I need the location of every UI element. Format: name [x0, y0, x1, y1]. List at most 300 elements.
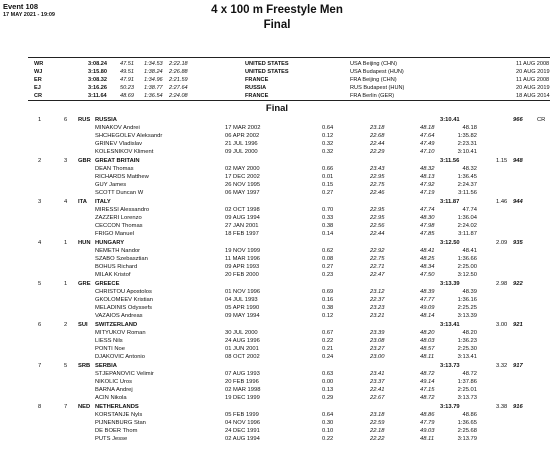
athlete-cumulative: 1:36.65: [457, 420, 477, 426]
athlete-split-50: 22.44: [370, 231, 385, 237]
team-lane: 1: [64, 240, 68, 246]
athlete-split-100: 48.34: [420, 264, 435, 270]
team-name: NETHERLANDS: [95, 404, 139, 410]
athlete-split-50: 22.68: [370, 133, 385, 139]
athlete-birthdate: 04 JUL 1993: [225, 297, 258, 303]
team-row: [0, 322, 554, 330]
athlete-split-50: 23.27: [370, 346, 385, 352]
record-date: 20 AUG 2019: [516, 85, 550, 91]
team-row: [0, 404, 554, 412]
athlete-name: LIESS Nils: [95, 338, 123, 344]
team-lane: 6: [64, 117, 68, 123]
athlete-reaction-time: 0.32: [322, 141, 334, 147]
athlete-split-50: 22.37: [370, 297, 385, 303]
athlete-reaction-time: 0.23: [322, 272, 334, 278]
athlete-reaction-time: 0.01: [322, 174, 334, 180]
athlete-split-50: 22.29: [370, 149, 385, 155]
athlete-birthdate: 02 OCT 1998: [225, 207, 260, 213]
record-team: UNITED STATES: [245, 69, 289, 75]
athlete-cumulative: 1:36.66: [457, 256, 477, 262]
team-name: RUSSIA: [95, 117, 117, 123]
records-table: [28, 57, 550, 101]
athlete-cumulative: 48.18: [462, 125, 477, 131]
record-code: CR: [34, 93, 43, 99]
record-row: [28, 85, 550, 93]
team-time: 3:10.41: [440, 117, 460, 123]
athlete-cumulative: 2:24.02: [457, 223, 477, 229]
athlete-cumulative: 48.20: [462, 330, 477, 336]
athlete-name: BARNA Andrej: [95, 387, 133, 393]
athlete-birthdate: 02 MAR 1998: [225, 387, 261, 393]
team-behind: 1.15: [496, 158, 508, 164]
athlete-birthdate: 17 MAR 2002: [225, 125, 261, 131]
team-points: 916: [513, 404, 523, 410]
athlete-name: MITYUKOV Roman: [95, 330, 146, 336]
athlete-birthdate: 01 NOV 1996: [225, 289, 261, 295]
athlete-row: [0, 231, 554, 239]
athlete-name: SCOTT Duncan W: [95, 190, 144, 196]
athlete-row: [0, 346, 554, 354]
athlete-split-50: 22.18: [370, 428, 385, 434]
athlete-row: [0, 149, 554, 157]
athlete-cumulative: 3:13.79: [457, 436, 477, 442]
athlete-split-50: 23.41: [370, 371, 385, 377]
athlete-split-100: 47.98: [420, 223, 435, 229]
record-place: RUS Budapest (HUN): [350, 85, 405, 91]
athlete-split-100: 47.85: [420, 231, 435, 237]
team-points: 917: [513, 363, 523, 369]
team-lane: 3: [64, 158, 68, 164]
record-split-50: 48.69: [120, 93, 134, 99]
record-split-150: 2:24.08: [169, 93, 188, 99]
athlete-split-100: 48.11: [420, 436, 435, 442]
athlete-reaction-time: 0.08: [322, 256, 334, 262]
athlete-birthdate: 02 MAY 2000: [225, 166, 260, 172]
athlete-cumulative: 2:25.01: [457, 387, 477, 393]
athlete-row: [0, 330, 554, 338]
athlete-cumulative: 48.72: [462, 371, 477, 377]
athlete-row: [0, 395, 554, 403]
athlete-row: [0, 182, 554, 190]
team-behind: 3.38: [496, 404, 508, 410]
athlete-split-100: 47.15: [420, 387, 435, 393]
athlete-split-50: 22.71: [370, 264, 385, 270]
team-behind: 2.98: [496, 281, 508, 287]
athlete-birthdate: 11 MAR 1996: [225, 256, 261, 262]
athlete-name: DEAN Thomas: [95, 166, 134, 172]
record-time: 3:15.80: [88, 69, 107, 75]
athlete-split-50: 22.75: [370, 182, 385, 188]
record-split-100: 1:36.54: [144, 93, 163, 99]
athlete-name: GRINEV Vladislav: [95, 141, 143, 147]
athlete-split-50: 23.18: [370, 412, 385, 418]
athlete-name: NEMETH Nandor: [95, 248, 141, 254]
athlete-name: BOHUS Richard: [95, 264, 138, 270]
athlete-name: CECCON Thomas: [95, 223, 143, 229]
team-points: 966: [513, 117, 523, 123]
athlete-name: SHCHEGOLEV Aleksandr: [95, 133, 163, 139]
event-number: Event 108: [3, 2, 39, 11]
athlete-split-100: 48.39: [420, 289, 435, 295]
event-datetime: 17 MAY 2021 - 19:09: [3, 12, 55, 18]
athlete-birthdate: 24 AUG 1996: [225, 338, 260, 344]
athlete-reaction-time: 0.16: [322, 297, 334, 303]
athlete-split-50: 22.44: [370, 141, 385, 147]
team-code: SUI: [78, 322, 88, 328]
athlete-birthdate: 05 FEB 1999: [225, 412, 259, 418]
record-place: FRA Berlin (GER): [350, 93, 395, 99]
team-row: [0, 281, 554, 289]
team-points: 921: [513, 322, 523, 328]
record-split-100: 1:34.96: [144, 77, 163, 83]
team-name: SWITZERLAND: [95, 322, 138, 328]
athlete-split-50: 22.95: [370, 207, 385, 213]
athlete-split-100: 47.77: [420, 297, 435, 303]
athlete-row: [0, 248, 554, 256]
athlete-split-50: 23.39: [370, 330, 385, 336]
record-split-50: 50.23: [120, 85, 134, 91]
athlete-row: [0, 190, 554, 198]
athlete-cumulative: 1:35.82: [457, 133, 477, 139]
athlete-split-50: 23.21: [370, 313, 385, 319]
athlete-birthdate: 09 JUL 2000: [225, 149, 258, 155]
athlete-split-50: 22.41: [370, 387, 385, 393]
team-time: 3:13.79: [440, 404, 460, 410]
record-split-100: 1:34.53: [144, 61, 163, 67]
athlete-reaction-time: 0.70: [322, 207, 334, 213]
team-row: [0, 117, 554, 125]
athlete-birthdate: 09 APR 1993: [225, 264, 260, 270]
athlete-cumulative: 2:25.00: [457, 264, 477, 270]
athlete-reaction-time: 0.67: [322, 330, 334, 336]
record-date: 20 AUG 2019: [516, 69, 550, 75]
team-time: 3:11.56: [440, 158, 460, 164]
record-split-100: 1:38.24: [144, 69, 163, 75]
athlete-split-100: 49.09: [420, 305, 435, 311]
team-code: RUS: [78, 117, 91, 123]
record-split-150: 2:21.59: [169, 77, 188, 83]
record-team: FRANCE: [245, 77, 269, 83]
team-rank: 1: [38, 117, 42, 123]
athlete-split-50: 22.46: [370, 190, 385, 196]
team-behind: 1.46: [496, 199, 508, 205]
team-code: GRE: [78, 281, 91, 287]
team-name: ITALY: [95, 199, 111, 205]
athlete-reaction-time: 0.13: [322, 387, 334, 393]
athlete-split-100: 47.10: [420, 149, 435, 155]
athlete-row: [0, 223, 554, 231]
athlete-reaction-time: 0.69: [322, 289, 334, 295]
team-lane: 5: [64, 363, 68, 369]
record-row: [28, 77, 550, 85]
athlete-reaction-time: 0.29: [322, 395, 334, 401]
athlete-cumulative: 3:12.50: [457, 272, 477, 278]
athlete-reaction-time: 0.38: [322, 223, 334, 229]
team-behind: 3.00: [496, 322, 508, 328]
team-row: [0, 199, 554, 207]
athlete-name: PUTS Jesse: [95, 436, 128, 442]
team-time: 3:13.41: [440, 322, 460, 328]
record-time: 3:08.24: [88, 61, 107, 67]
athlete-cumulative: 2:25.25: [457, 305, 477, 311]
athlete-name: ACIN Nikola: [95, 395, 127, 401]
record-team: FRANCE: [245, 93, 269, 99]
record-split-150: 2:27.64: [169, 85, 188, 91]
record-place: USA Beijing (CHN): [350, 61, 397, 67]
athlete-split-50: 23.43: [370, 166, 385, 172]
record-team: RUSSIA: [245, 85, 267, 91]
athlete-name: DJAKOVIC Antonio: [95, 354, 145, 360]
athlete-birthdate: 04 NOV 1996: [225, 420, 261, 426]
athlete-cumulative: 3:11.56: [458, 190, 477, 196]
athlete-name: ZAZZERI Lorenzo: [95, 215, 142, 221]
team-time: 3:13.39: [440, 281, 460, 287]
athlete-reaction-time: 0.24: [322, 354, 334, 360]
team-record-flag: CR: [537, 117, 546, 123]
athlete-split-50: 22.95: [370, 215, 385, 221]
athlete-birthdate: 24 DEC 1991: [225, 428, 260, 434]
athlete-split-100: 48.57: [420, 346, 435, 352]
record-team: UNITED STATES: [245, 61, 289, 67]
athlete-row: [0, 215, 554, 223]
record-time: 3:16.26: [88, 85, 107, 91]
athlete-row: [0, 379, 554, 387]
athlete-row: [0, 141, 554, 149]
athlete-birthdate: 20 FEB 1996: [225, 379, 259, 385]
athlete-name: MELADINIS Odyssefs: [95, 305, 153, 311]
team-time: 3:11.87: [440, 199, 460, 205]
athlete-reaction-time: 0.33: [322, 215, 334, 221]
athlete-row: [0, 338, 554, 346]
athlete-birthdate: 07 AUG 1993: [225, 371, 260, 377]
record-date: 11 AUG 2008: [516, 61, 550, 67]
athlete-birthdate: 20 FEB 2000: [225, 272, 259, 278]
record-split-150: 2:26.88: [169, 69, 188, 75]
athlete-reaction-time: 0.64: [322, 412, 334, 418]
athlete-birthdate: 09 MAY 1994: [225, 313, 260, 319]
athlete-cumulative: 3:11.87: [458, 231, 477, 237]
athlete-split-50: 22.67: [370, 395, 385, 401]
record-row: [28, 93, 550, 101]
athlete-row: [0, 166, 554, 174]
team-name: GREECE: [95, 281, 120, 287]
athlete-name: SZABO Szebasztian: [95, 256, 148, 262]
athlete-row: [0, 420, 554, 428]
athlete-reaction-time: 0.27: [322, 264, 334, 270]
athlete-reaction-time: 0.66: [322, 166, 334, 172]
athlete-cumulative: 3:13.39: [457, 313, 477, 319]
athlete-row: [0, 387, 554, 395]
athlete-name: GKOLOMEEV Kristian: [95, 297, 153, 303]
team-code: HUN: [78, 240, 91, 246]
record-place: FRA Beijing (CHN): [350, 77, 397, 83]
athlete-reaction-time: 0.22: [322, 436, 334, 442]
team-behind: 2.09: [496, 240, 508, 246]
athlete-birthdate: 19 DEC 1999: [225, 395, 260, 401]
athlete-split-100: 47.49: [420, 141, 435, 147]
athlete-split-100: 48.20: [420, 330, 435, 336]
athlete-split-50: 23.00: [370, 354, 385, 360]
athlete-split-50: 23.37: [370, 379, 385, 385]
athlete-row: [0, 289, 554, 297]
athlete-split-50: 22.47: [370, 272, 385, 278]
team-rank: 3: [38, 199, 42, 205]
athlete-name: DE BOER Thom: [95, 428, 138, 434]
athlete-name: VAZAIOS Andreas: [95, 313, 143, 319]
team-name: HUNGARY: [95, 240, 125, 246]
team-points: 922: [513, 281, 523, 287]
athlete-birthdate: 27 JAN 2001: [225, 223, 259, 229]
athlete-split-100: 48.18: [420, 125, 435, 131]
athlete-name: STJEPANOVIC Velimir: [95, 371, 154, 377]
athlete-split-100: 47.19: [420, 190, 435, 196]
athlete-split-100: 48.30: [420, 215, 435, 221]
record-code: WJ: [34, 69, 43, 75]
athlete-reaction-time: 0.21: [322, 346, 334, 352]
athlete-split-100: 47.64: [420, 133, 435, 139]
record-code: EJ: [34, 85, 41, 91]
athlete-birthdate: 17 DEC 2002: [225, 174, 260, 180]
athlete-cumulative: 48.39: [462, 289, 477, 295]
athlete-birthdate: 01 JUN 2001: [225, 346, 259, 352]
athlete-cumulative: 3:13.41: [457, 354, 477, 360]
page-subtitle: Final: [263, 19, 291, 31]
athlete-birthdate: 08 OCT 2002: [225, 354, 260, 360]
athlete-birthdate: 21 JUL 1996: [225, 141, 258, 147]
athlete-cumulative: 1:37.86: [457, 379, 477, 385]
athlete-split-50: 22.75: [370, 256, 385, 262]
athlete-split-100: 48.14: [420, 313, 435, 319]
athlete-birthdate: 02 AUG 1994: [225, 436, 260, 442]
athlete-name: MILAK Kristof: [95, 272, 131, 278]
record-date: 18 AUG 2014: [516, 93, 550, 99]
athlete-name: FRIGO Manuel: [95, 231, 134, 237]
team-code: NED: [78, 404, 91, 410]
team-lane: 7: [64, 404, 68, 410]
athlete-row: [0, 297, 554, 305]
athlete-split-50: 23.08: [370, 338, 385, 344]
athlete-cumulative: 3:10.41: [457, 149, 477, 155]
athlete-birthdate: 30 JUL 2000: [225, 330, 258, 336]
athlete-row: [0, 354, 554, 362]
athlete-split-100: 47.79: [420, 420, 435, 426]
athlete-row: [0, 133, 554, 141]
athlete-split-50: 22.92: [370, 248, 385, 254]
record-split-50: 47.51: [120, 61, 134, 67]
athlete-reaction-time: 0.27: [322, 190, 334, 196]
athlete-birthdate: 19 NOV 1999: [225, 248, 261, 254]
team-row: [0, 363, 554, 371]
record-split-50: 47.91: [120, 77, 134, 83]
athlete-split-100: 48.32: [420, 166, 435, 172]
team-behind: 3.32: [496, 363, 508, 369]
athlete-birthdate: 05 APR 1990: [225, 305, 260, 311]
record-split-150: 2:22.18: [169, 61, 188, 67]
team-points: 935: [513, 240, 523, 246]
athlete-split-50: 23.12: [370, 289, 385, 295]
athlete-reaction-time: 0.38: [322, 305, 334, 311]
athlete-row: [0, 313, 554, 321]
athlete-reaction-time: 0.14: [322, 231, 334, 237]
athlete-split-100: 48.72: [420, 395, 435, 401]
athlete-cumulative: 1:36.23: [457, 338, 477, 344]
record-code: WR: [34, 61, 44, 67]
athlete-split-100: 48.72: [420, 371, 435, 377]
athlete-split-50: 23.18: [370, 125, 385, 131]
athlete-name: MINAKOV Andrei: [95, 125, 140, 131]
athlete-row: [0, 125, 554, 133]
athlete-row: [0, 272, 554, 280]
athlete-row: [0, 264, 554, 272]
athlete-row: [0, 371, 554, 379]
athlete-cumulative: 48.32: [462, 166, 477, 172]
athlete-cumulative: 1:36.04: [457, 215, 477, 221]
team-points: 948: [513, 158, 523, 164]
athlete-birthdate: 18 FEB 1997: [225, 231, 259, 237]
athlete-birthdate: 09 AUG 1994: [225, 215, 260, 221]
team-name: SERBIA: [95, 363, 117, 369]
record-split-100: 1:38.77: [144, 85, 163, 91]
athlete-reaction-time: 0.30: [322, 420, 334, 426]
athlete-split-50: 23.23: [370, 305, 385, 311]
athlete-cumulative: 3:13.73: [457, 395, 477, 401]
team-name: GREAT BRITAIN: [95, 158, 140, 164]
team-rank: 2: [38, 158, 42, 164]
team-code: GBR: [78, 158, 91, 164]
record-time: 3:08.32: [88, 77, 107, 83]
record-split-50: 49.51: [120, 69, 134, 75]
athlete-row: [0, 174, 554, 182]
record-place: USA Budapest (HUN): [350, 69, 404, 75]
team-code: ITA: [78, 199, 87, 205]
athlete-split-100: 49.14: [420, 379, 435, 385]
athlete-name: CHRISTOU Apostolos: [95, 289, 152, 295]
athlete-cumulative: 47.74: [462, 207, 477, 213]
record-row: [28, 69, 550, 77]
athlete-split-50: 22.56: [370, 223, 385, 229]
athlete-cumulative: 2:24.37: [457, 182, 477, 188]
athlete-split-50: 22.22: [370, 436, 385, 442]
team-rank: 7: [38, 363, 42, 369]
athlete-name: KOLESNIKOV Kliment: [95, 149, 154, 155]
athlete-reaction-time: 0.10: [322, 428, 334, 434]
athlete-reaction-time: 0.32: [322, 149, 334, 155]
athlete-birthdate: 06 MAY 1997: [225, 190, 260, 196]
athlete-cumulative: 2:23.31: [457, 141, 477, 147]
athlete-row: [0, 207, 554, 215]
athlete-cumulative: 1:36.16: [457, 297, 477, 303]
athlete-split-100: 48.41: [420, 248, 435, 254]
athlete-split-100: 48.86: [420, 412, 435, 418]
team-rank: 4: [38, 240, 42, 246]
team-code: SRB: [78, 363, 91, 369]
athlete-row: [0, 428, 554, 436]
athlete-split-100: 48.25: [420, 256, 435, 262]
team-points: 944: [513, 199, 523, 205]
athlete-split-100: 47.74: [420, 207, 435, 213]
athlete-cumulative: 48.86: [462, 412, 477, 418]
team-lane: 4: [64, 199, 68, 205]
team-lane: 2: [64, 322, 68, 328]
athlete-row: [0, 305, 554, 313]
team-time: 3:12.50: [440, 240, 460, 246]
athlete-name: NIKOLIC Uros: [95, 379, 133, 385]
athlete-split-100: 48.11: [420, 354, 435, 360]
athlete-name: MIRESSI Alessandro: [95, 207, 150, 213]
athlete-name: PIJNENBURG Stan: [95, 420, 146, 426]
page-title: 4 x 100 m Freestyle Men: [211, 4, 343, 16]
athlete-cumulative: 2:25.30: [457, 346, 477, 352]
